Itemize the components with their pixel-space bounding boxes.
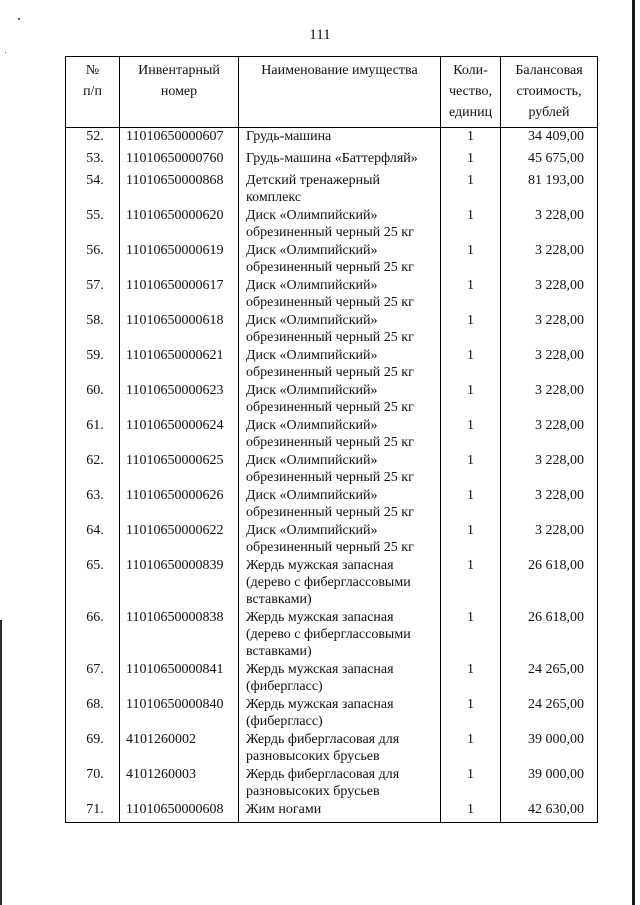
header-num — [66, 57, 120, 128]
header-line: № — [85, 63, 100, 78]
row-number: 70. — [66, 766, 120, 801]
balance-value: 3 228,00 — [501, 207, 598, 242]
property-name-line: Диск «Олимпийский» — [246, 277, 378, 293]
property-name-line: Диск «Олимпийский» — [246, 347, 378, 363]
row-number: 64. — [66, 522, 120, 557]
property-name-line: разновысоких брусьев — [246, 748, 380, 764]
table-row — [66, 557, 598, 609]
inventory-number: 11010650000621 — [120, 347, 239, 382]
quantity: 1 — [441, 277, 501, 312]
inventory-table — [65, 56, 598, 823]
property-name-line: обрезиненный черный 25 кг — [246, 434, 414, 450]
row-number: 59. — [66, 347, 120, 382]
inventory-number: 11010650000626 — [120, 487, 239, 522]
balance-value: 3 228,00 — [501, 382, 598, 417]
row-number: 68. — [66, 696, 120, 731]
quantity: 1 — [441, 150, 501, 172]
property-name-line: Диск «Олимпийский» — [246, 487, 378, 503]
property-name — [239, 661, 441, 696]
quantity: 1 — [441, 207, 501, 242]
inventory-number: 11010650000623 — [120, 382, 239, 417]
row-number: 56. — [66, 242, 120, 277]
header-line: рублей — [528, 105, 570, 120]
inventory-number: 11010650000622 — [120, 522, 239, 557]
table-row — [66, 277, 598, 312]
property-name-line: обрезиненный черный 25 кг — [246, 469, 414, 485]
balance-value: 3 228,00 — [501, 242, 598, 277]
row-number: 65. — [66, 557, 120, 609]
property-name-line: Жердь мужская запасная — [246, 661, 394, 677]
balance-value: 3 228,00 — [501, 312, 598, 347]
row-number: 61. — [66, 417, 120, 452]
inventory-number: 11010650000841 — [120, 661, 239, 696]
header-line: п/п — [83, 84, 102, 99]
balance-value: 34 409,00 — [501, 128, 598, 150]
quantity: 1 — [441, 452, 501, 487]
balance-value: 3 228,00 — [501, 417, 598, 452]
quantity: 1 — [441, 242, 501, 277]
property-name-line: обрезиненный черный 25 кг — [246, 364, 414, 380]
property-name-line: (дерево с фиберглассовыми — [246, 626, 411, 642]
table-row — [66, 801, 598, 823]
table-row — [66, 661, 598, 696]
inventory-number: 11010650000608 — [120, 801, 239, 823]
property-name-line: Жердь мужская запасная — [246, 696, 394, 712]
property-name — [239, 801, 441, 823]
property-name — [239, 128, 441, 150]
quantity: 1 — [441, 522, 501, 557]
table-row — [66, 522, 598, 557]
header-line: единиц — [448, 105, 493, 120]
inventory-number: 11010650000625 — [120, 452, 239, 487]
quantity: 1 — [441, 487, 501, 522]
row-number: 52. — [66, 128, 120, 150]
row-number: 57. — [66, 277, 120, 312]
property-name-line: Диск «Олимпийский» — [246, 312, 378, 328]
quantity: 1 — [441, 766, 501, 801]
property-name-line: Жердь фибергласовая для — [246, 766, 400, 782]
property-name — [239, 557, 441, 609]
property-name-line: Диск «Олимпийский» — [246, 522, 378, 538]
balance-value: 3 228,00 — [501, 347, 598, 382]
header-line: Наименование имущества — [261, 63, 418, 78]
property-name-line: Грудь-машина «Баттерфляй» — [246, 150, 418, 166]
property-name — [239, 696, 441, 731]
property-name — [239, 312, 441, 347]
quantity: 1 — [441, 347, 501, 382]
quantity: 1 — [441, 731, 501, 766]
property-name-line: (фибергласс) — [246, 713, 323, 729]
balance-value: 3 228,00 — [501, 277, 598, 312]
property-name — [239, 150, 441, 172]
row-number: 54. — [66, 172, 120, 207]
row-number: 62. — [66, 452, 120, 487]
inventory-number: 11010650000617 — [120, 277, 239, 312]
scan-speck — [5, 52, 6, 53]
inventory-number: 11010650000607 — [120, 128, 239, 150]
quantity: 1 — [441, 128, 501, 150]
scan-speck — [18, 18, 20, 20]
property-name-line: обрезиненный черный 25 кг — [246, 224, 414, 240]
property-name — [239, 347, 441, 382]
balance-value: 39 000,00 — [501, 766, 598, 801]
table-row — [66, 766, 598, 801]
property-name-line: Диск «Олимпийский» — [246, 417, 378, 433]
property-name-line: Жердь фибергласовая для — [246, 731, 400, 747]
quantity: 1 — [441, 312, 501, 347]
property-name-line: (дерево с фиберглассовыми — [246, 574, 411, 590]
header-property-name — [239, 57, 441, 128]
table-row — [66, 172, 598, 207]
inventory-number: 11010650000619 — [120, 242, 239, 277]
row-number: 60. — [66, 382, 120, 417]
inventory-number: 11010650000618 — [120, 312, 239, 347]
header-line: стоимость, — [516, 84, 582, 99]
quantity: 1 — [441, 557, 501, 609]
table-header-row — [66, 57, 598, 128]
row-number: 55. — [66, 207, 120, 242]
property-name-line: обрезиненный черный 25 кг — [246, 504, 414, 520]
property-name-line: комплекс — [246, 189, 302, 205]
property-name — [239, 522, 441, 557]
balance-value: 3 228,00 — [501, 522, 598, 557]
property-name-line: обрезиненный черный 25 кг — [246, 329, 414, 345]
quantity: 1 — [441, 417, 501, 452]
table-row — [66, 347, 598, 382]
property-name-line: вставками) — [246, 643, 312, 659]
property-name-line: Жердь мужская запасная — [246, 557, 394, 573]
header-line: Балансовая — [515, 63, 583, 78]
table-row — [66, 731, 598, 766]
quantity: 1 — [441, 801, 501, 823]
balance-value: 3 228,00 — [501, 452, 598, 487]
inventory-number: 4101260002 — [120, 731, 239, 766]
table-row — [66, 487, 598, 522]
property-name-line: Жердь мужская запасная — [246, 609, 394, 625]
property-name — [239, 487, 441, 522]
property-name-line: Жим ногами — [246, 801, 322, 817]
property-name-line: Грудь-машина — [246, 129, 332, 144]
property-name-line: (фибергласс) — [246, 678, 323, 694]
row-number: 58. — [66, 312, 120, 347]
page-number: 111 — [309, 27, 331, 43]
quantity: 1 — [441, 609, 501, 661]
property-name-line: обрезиненный черный 25 кг — [246, 539, 414, 555]
inventory-number: 11010650000839 — [120, 557, 239, 609]
property-name — [239, 172, 441, 207]
header-line: Коли- — [453, 63, 488, 78]
inventory-number: 11010650000838 — [120, 609, 239, 661]
table-row — [66, 128, 598, 150]
table-row — [66, 452, 598, 487]
property-name — [239, 609, 441, 661]
property-name-line: Диск «Олимпийский» — [246, 382, 378, 398]
header-line: чество, — [449, 84, 492, 99]
table-row — [66, 609, 598, 661]
property-name-line: Детский тренажерный — [246, 172, 381, 188]
header-quantity — [441, 57, 501, 128]
property-name-line: Диск «Олимпийский» — [246, 242, 378, 258]
balance-value: 26 618,00 — [501, 557, 598, 609]
row-number: 66. — [66, 609, 120, 661]
property-name — [239, 417, 441, 452]
property-name-line: обрезиненный черный 25 кг — [246, 294, 414, 310]
balance-value: 26 618,00 — [501, 609, 598, 661]
scan-left-edge — [0, 620, 2, 905]
property-name-line: обрезиненный черный 25 кг — [246, 399, 414, 415]
property-name — [239, 207, 441, 242]
row-number: 69. — [66, 731, 120, 766]
property-name-line: вставками) — [246, 591, 312, 607]
inventory-number: 11010650000760 — [120, 150, 239, 172]
property-name-line: обрезиненный черный 25 кг — [246, 259, 414, 275]
balance-value: 39 000,00 — [501, 731, 598, 766]
property-name — [239, 277, 441, 312]
property-name — [239, 731, 441, 766]
balance-value: 81 193,00 — [501, 172, 598, 207]
inventory-number: 11010650000624 — [120, 417, 239, 452]
inventory-number: 11010650000840 — [120, 696, 239, 731]
inventory-number: 11010650000868 — [120, 172, 239, 207]
row-number: 53. — [66, 150, 120, 172]
balance-value: 45 675,00 — [501, 150, 598, 172]
property-name — [239, 766, 441, 801]
quantity: 1 — [441, 382, 501, 417]
balance-value: 24 265,00 — [501, 696, 598, 731]
balance-value: 42 630,00 — [501, 801, 598, 823]
row-number: 63. — [66, 487, 120, 522]
header-inventory-number — [120, 57, 239, 128]
property-name-line: Диск «Олимпийский» — [246, 452, 378, 468]
table-row — [66, 207, 598, 242]
header-line: номер — [160, 84, 198, 99]
header-balance-value — [501, 57, 598, 128]
balance-value: 3 228,00 — [501, 487, 598, 522]
table-row — [66, 150, 598, 172]
balance-value: 24 265,00 — [501, 661, 598, 696]
property-name — [239, 242, 441, 277]
property-name — [239, 382, 441, 417]
inventory-number: 4101260003 — [120, 766, 239, 801]
table-row — [66, 696, 598, 731]
property-name — [239, 452, 441, 487]
table-row — [66, 382, 598, 417]
quantity: 1 — [441, 661, 501, 696]
header-line: Инвентарный — [138, 63, 220, 78]
scan-edge-shadow — [632, 0, 635, 905]
quantity: 1 — [441, 172, 501, 207]
property-name-line: разновысоких брусьев — [246, 783, 380, 799]
table-row — [66, 242, 598, 277]
table-row — [66, 417, 598, 452]
inventory-number: 11010650000620 — [120, 207, 239, 242]
property-name-line: Диск «Олимпийский» — [246, 207, 378, 223]
quantity: 1 — [441, 696, 501, 731]
row-number: 67. — [66, 661, 120, 696]
table-row — [66, 312, 598, 347]
row-number: 71. — [66, 801, 120, 823]
